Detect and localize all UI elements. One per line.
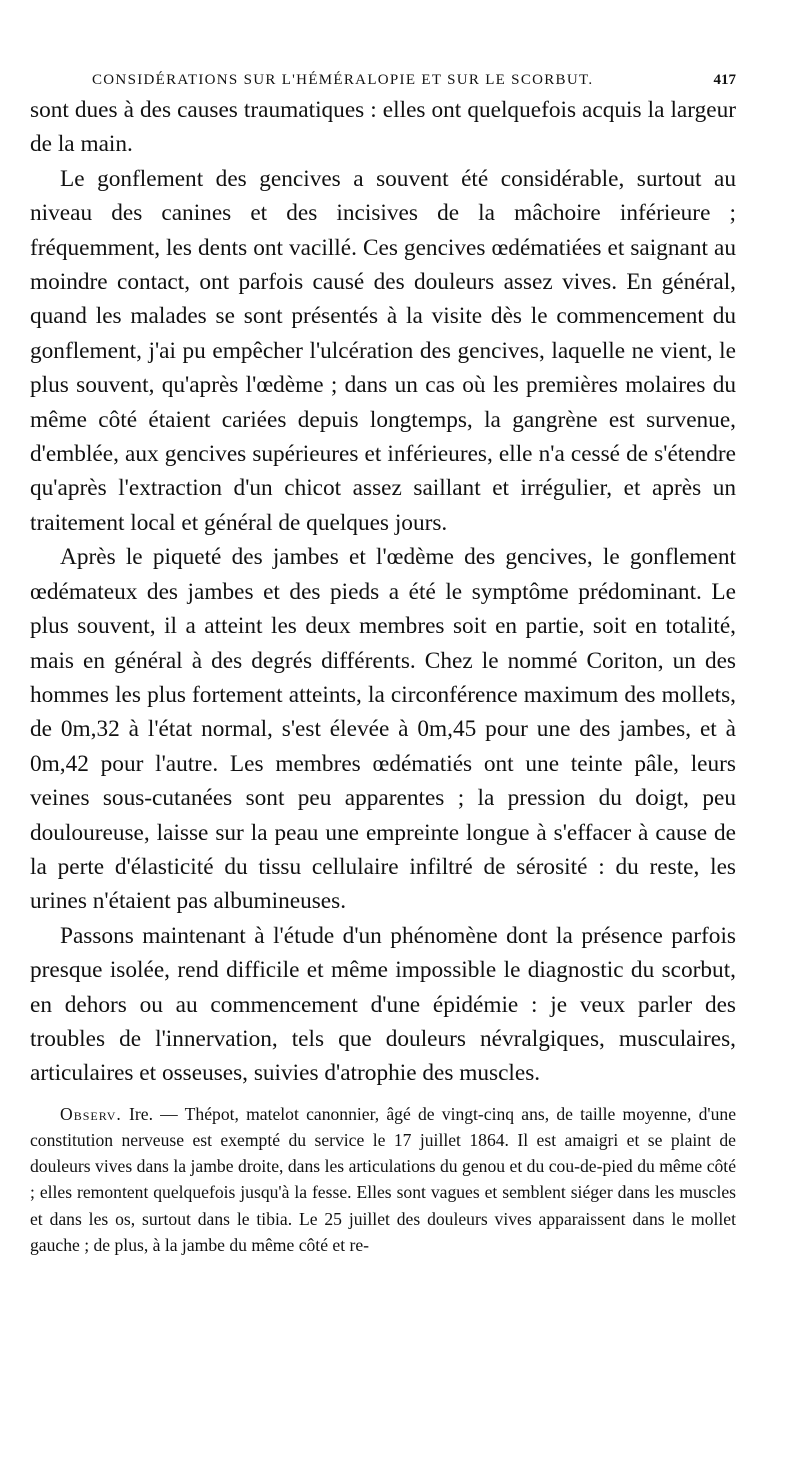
paragraph-innervation: Passons maintenant à l'étude d'un phénomène dont la présence parfois presque isolée, rend difficile et même impossible le diagnostic du scorbut, en dehors ou au commencement d'une épidémie : je veux parler des troubles de l'innervation, tels que douleurs névralgiques, musculaires, articulaires et osseuses, suivies d'atrophie des muscles.	[30, 922, 736, 1087]
running-header	[30, 72, 736, 89]
observation-text: . — Thépot, matelot canonnier, âgé de vingt-cinq ans, de taille moyenne, d'une constitution nerveuse est exempté du service le 17 juillet 1864. Il est amaigri et se plaint de douleurs vives dans la jambe droite, dans les articulations du genou et du cou-de-pied du même côté ; elles remontent quelquefois jusqu'à la fesse. Elles sont vagues et semblent siéger dans les muscles et dans les os, surtout dans le tibia. Le 25 juillet des douleurs vives apparaissent dans le mollet gauche ; de plus, à la jambe du même côté et re-	[30, 1103, 737, 1255]
observation-number: Ire	[129, 1103, 149, 1124]
observation-label: Observ.	[60, 1103, 122, 1124]
paragraph-continuation: sont dues à des causes traumatiques : elles ont quelquefois acquis la largeur de la main.	[30, 97, 736, 158]
page-number: 417	[713, 72, 736, 88]
running-title: CONSIDÉRATIONS SUR L'HÉMÉRALOPIE ET SUR LE SCORBUT.	[92, 72, 594, 88]
paragraph-gencives: Le gonflement des gencives a souvent été considérable, surtout au niveau des canines et des incisives de la mâchoire inférieure ; fréquemment, les dents ont vacillé. Ces gencives œdématiées et saignant au moindre contact, ont parfois causé des douleurs assez vives. En général, quand les malades se sont présentés à la visite dès le commencement du gonflement, j'ai pu empêcher l'ulcération des gencives, laquelle ne vient, le plus souvent, qu'après l'œdème ; dans un cas où les premières molaires du même côté étaient cariées depuis longtemps, la gangrène est survenue, d'emblée, aux gencives supérieures et inférieures, elle n'a cessé de s'étendre qu'après l'extraction d'un chicot assez saillant et irrégulier, et après un traitement local et général de quelques jours.	[30, 165, 736, 536]
observation-paragraph	[30, 1101, 736, 1258]
paragraph-oedeme-jambes: Après le piqueté des jambes et l'œdème des gencives, le gonflement œdémateux des jambes et des pieds a été le symptôme prédominant. Le plus souvent, il a atteint les deux membres soit en partie, soit en totalité, mais en général à des degrés différents. Chez le nommé Coriton, un des hommes les plus fortement atteints, la circonférence maximum des mollets, de 0m,32 à l'état normal, s'est élevée à 0m,45 pour une des jambes, et à 0m,42 pour l'autre. Les membres œdématiés ont une teinte pâle, leurs veines sous-cutanées sont peu apparentes ; la pression du doigt, peu douloureuse, laisse sur la peau une empreinte longue à s'effacer à cause de la perte d'élasticité du tissu cellulaire infiltré de sérosité : du reste, les urines n'étaient pas albumineuses.	[30, 544, 736, 915]
book-page	[30, 72, 736, 1258]
